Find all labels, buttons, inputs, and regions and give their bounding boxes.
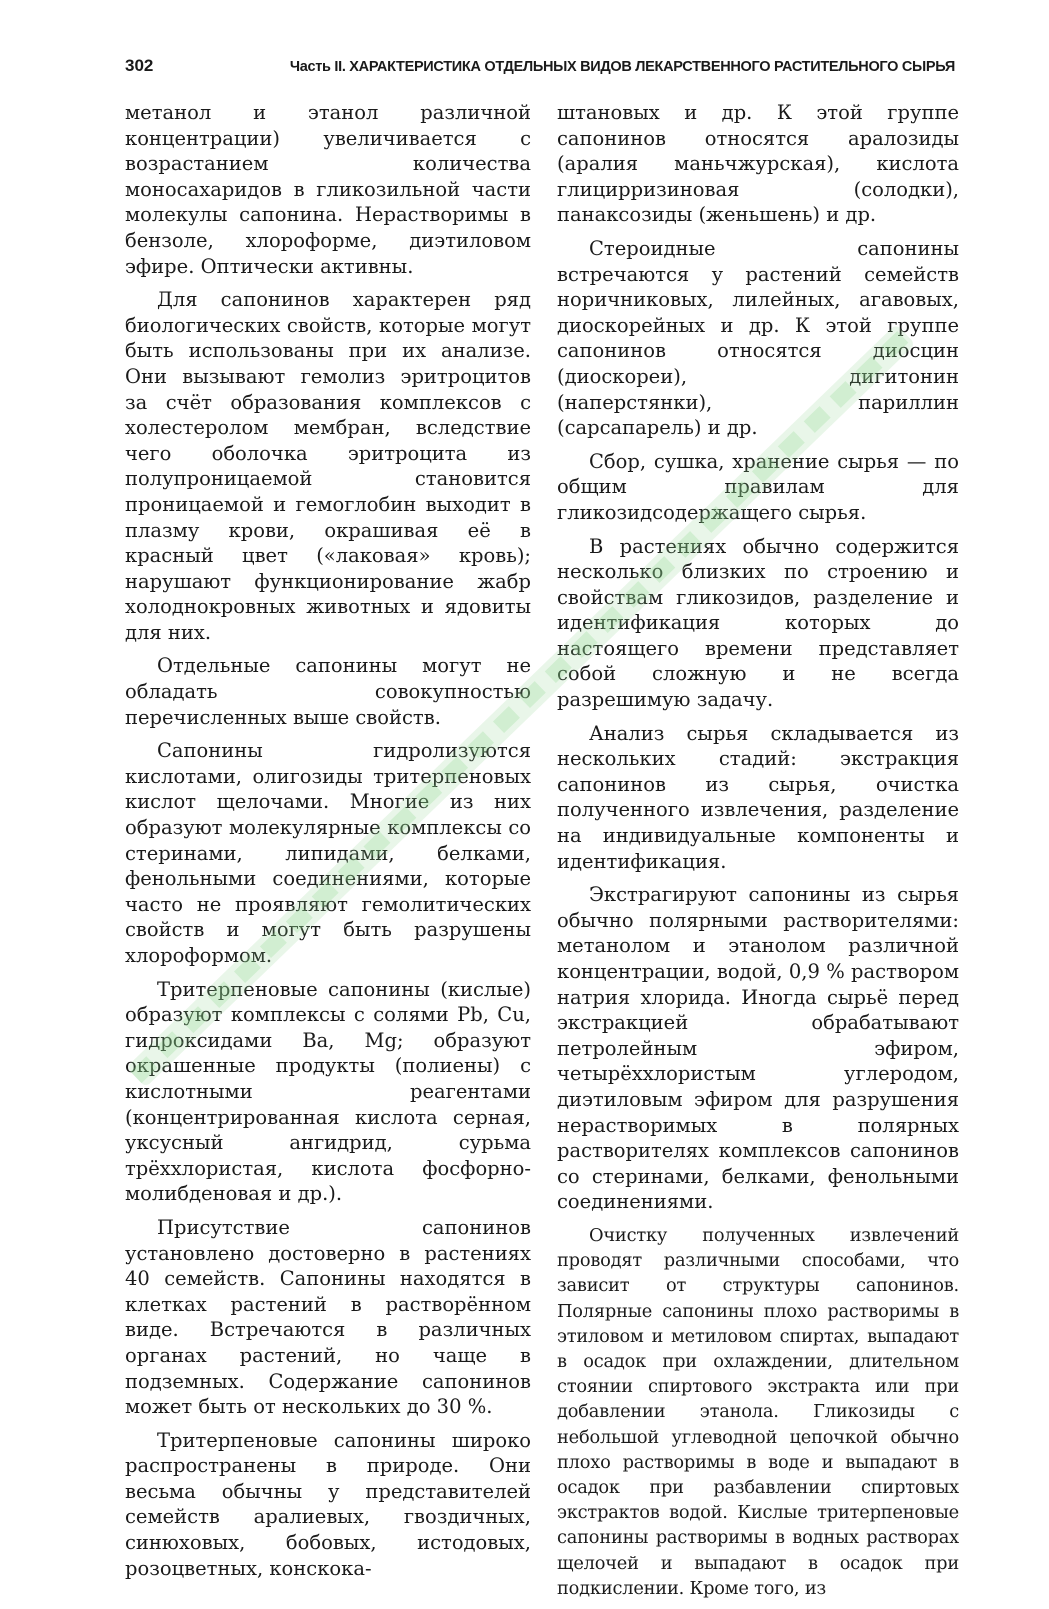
paragraph: Тритерпеновые сапонины широко распространены в природе. Они весьма обычны у представителей семейств аралиевых, гвоздичных, синюховых, бобовых, истодовых, розоцветных, конскока-	[125, 1428, 531, 1580]
page-number: 302	[125, 56, 154, 75]
paragraph: метанол и этанол различной концентрации) увеличивается с возрастанием количества моносахаридов в гликозильной части молекулы сапонина. Нерастворимы в бензоле, хлороформе, диэтиловом эфире. Оптически активны.	[125, 101, 531, 278]
paragraph: Сбор, сушка, хранение сырья — по общим правилам для гликозидсодержащего сырья.	[557, 449, 959, 524]
paragraph: Присутствие сапонинов установлено достоверно в растениях 40 семейств. Сапонины находятся в клетках растений в растворённом виде. Встречаются в различных органах растений, но чаще в подземных. Содержание сапонинов может быть от нескольких до 30 %.	[125, 1215, 531, 1419]
paragraph: В растениях обычно содержится несколько близких по строению и свойствам гликозидов, разделение и идентификация которых до настоящего времени представляет собой сложную и не всегда разрешимую задачу.	[557, 534, 959, 712]
running-title: Часть II. ХАРАКТЕРИСТИКА ОТДЕЛЬНЫХ ВИДОВ ЛЕКАРСТВЕННОГО РАСТИТЕЛЬНОГО СЫРЬЯ	[289, 59, 955, 75]
paragraph: Тритерпеновые сапонины (кислые) образуют комплексы с солями Pb, Cu, гидроксидами Ba, Mg; образуют окрашенные продукты (полиены) с кислотными реагентами (концентрированная кислота серная, уксусный ангидрид, сурьма трёххлористая, кислота фосфорно-молибденовая и др.).	[125, 977, 531, 1206]
paragraph: Экстрагируют сапонины из сырья обычно полярными растворителями: метанолом и этанолом различной концентрации, водой, 0,9 % раствором натрия хлорида. Иногда сырьё перед экстракцией обрабатывают петролейным эфиром, четырёххлористым углеродом, диэтиловым эфиром для разрушения нерастворимых в полярных растворителях комплексов сапонинов со стеринами, белками, фенольными соединениями.	[557, 883, 959, 1214]
left-column	[125, 100, 531, 1589]
paragraph: Анализ сырья складывается из нескольких стадий: экстракция сапонинов из сырья, очистка полученного извлечения, разделение на индивидуальные компоненты и идентификация.	[557, 721, 959, 873]
paragraph: Для сапонинов характерен ряд биологических свойств, которые могут быть использованы при их анализе. Они вызывают гемолиз эритроцитов за счёт образования комплексов с холестеролом мембран, вследствие чего оболочка эритроцита из полупроницаемой становится проницаемой и гемоглобин выходит в плазму крови, окрашивая её в красный цвет («лаковая» кровь); нарушают функционирование жабр холоднокровных животных и ядовиты для них.	[125, 288, 531, 644]
paragraph: Очистку полученных извлечений проводят различными способами, что зависит от структуры сапонинов. Полярные сапонины плохо растворимы в этиловом и метиловом спиртах, выпадают в осадок при охлаждении, длительном стоянии спиртового экстракта или при добавлении этанола. Гликозиды с небольшой углеводной цепочкой обычно плохо растворимы в воде и выпадают в осадок при разбавлении спиртовых экстрактов водой. Кислые тритерпеновые сапонины растворимы в водных растворах щелочей и выпадают в осадок при подкислении. Кроме того, из	[557, 1224, 959, 1599]
paragraph: Стероидные сапонины встречаются у растений семейств норичниковых, лилейных, агавовых, диоскорейных и др. К этой группе сапонинов относятся диосцин (диоскореи), дигитонин (наперстянки), париллин (сарсапарель) и др.	[557, 236, 959, 440]
paragraph: Отдельные сапонины могут не обладать совокупностью перечисленных выше свойств.	[125, 654, 531, 729]
page-header	[125, 56, 955, 78]
right-column	[557, 100, 959, 1609]
paragraph: штановых и др. К этой группе сапонинов относятся аралозиды (аралия маньчжурская), кислота глицирризиновая (солодки), панаксозиды (женьшень) и др.	[557, 101, 959, 227]
paragraph: Сапонины гидролизуются кислотами, олигозиды тритерпеновых кислот щелочами. Многие из них образуют молекулярные комплексы со стеринами, липидами, белками, фенольными соединениями, которые часто не проявляют гемолитических свойств и могут быть разрушены хлороформом.	[125, 739, 531, 967]
